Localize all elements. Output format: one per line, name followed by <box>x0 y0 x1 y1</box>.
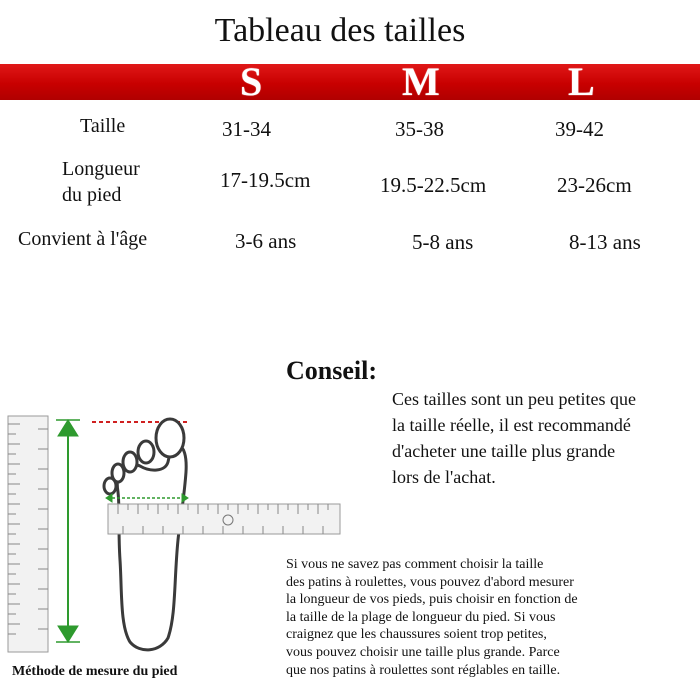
table-cell: 17-19.5cm <box>220 168 311 192</box>
conseil-text <box>392 386 692 490</box>
row-label-du-pied: du pied <box>62 184 122 206</box>
table-cell: 3-6 ans <box>235 229 297 253</box>
paragraph-line: des patins à roulettes, vous pouvez d'abord mesurer <box>286 574 574 590</box>
size-l-header: L <box>568 59 595 104</box>
conseil-line: Ces tailles sont un peu petites que <box>392 389 636 409</box>
size-header-band <box>0 59 700 104</box>
paragraph-line: vous pouvez choisir une taille plus grande. Parce <box>286 644 560 660</box>
vertical-length-arrow <box>56 420 80 642</box>
conseil-line: d'acheter une taille plus grande <box>392 441 616 461</box>
paragraph-line: craignez que les chaussures soient trop petites, <box>286 627 547 643</box>
table-cell: 19.5-22.5cm <box>380 173 487 197</box>
size-m-header: M <box>402 59 440 104</box>
instructions-paragraph <box>286 556 686 679</box>
conseil-line: la taille réelle, il est recommandé <box>392 415 631 435</box>
paragraph-line: la taille de la plage de longueur du pied. Si vous <box>286 609 556 625</box>
page-title: Tableau des tailles <box>214 12 466 49</box>
paragraph-line: la longueur de vos pieds, puis choisir en fonction de <box>286 592 578 608</box>
illustration-caption: Méthode de mesure du pied <box>12 664 178 679</box>
table-cell: 23-26cm <box>557 173 632 197</box>
size-s-header: S <box>240 59 263 104</box>
paragraph-line: Si vous ne savez pas comment choisir la taille <box>286 557 544 572</box>
conseil-line: lors de l'achat. <box>392 467 496 487</box>
table-cell: 31-34 <box>222 117 271 141</box>
table-cell: 35-38 <box>395 117 444 141</box>
table-cell: 8-13 ans <box>569 230 641 254</box>
table-cell: 5-8 ans <box>412 230 474 254</box>
row-label-age: Convient à l'âge <box>18 228 148 250</box>
conseil-title: Conseil: <box>286 356 377 385</box>
paragraph-line: que nos patins à roulettes sont réglables en taille. <box>286 662 561 678</box>
table-cell: 39-42 <box>555 117 604 141</box>
row-label-taille: Taille <box>80 115 126 137</box>
row-label-longueur: Longueur <box>62 158 140 180</box>
